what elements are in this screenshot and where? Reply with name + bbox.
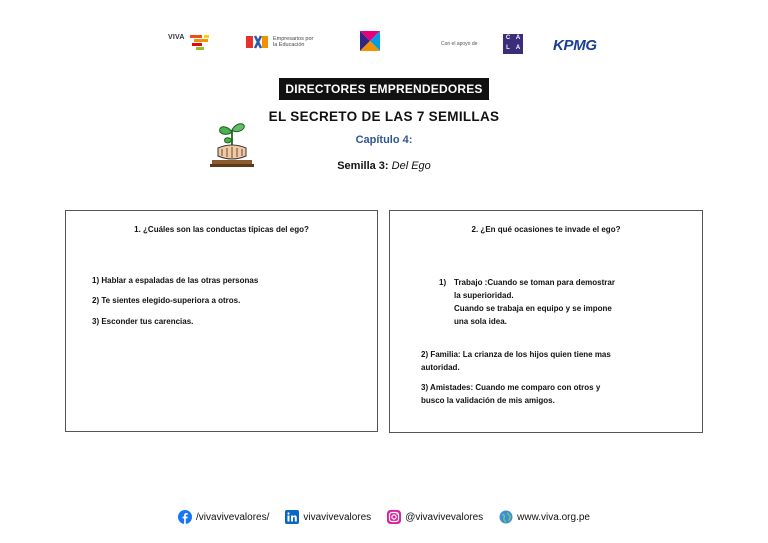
footer-instagram[interactable] [387, 510, 483, 524]
answer-line: Cuando se trabaja en equipo y se impone [454, 304, 612, 313]
globe-icon [499, 510, 513, 524]
empresarios-mark-icon [246, 34, 268, 50]
chapter-label: Capítulo 4: [355, 134, 413, 146]
cala-letter: A [515, 35, 521, 41]
footer-facebook[interactable] [178, 510, 269, 524]
answer-1-3: 3) Esconder tus carencias. [92, 317, 194, 326]
answer-line: busco la validación de mis amigos. [421, 396, 555, 405]
footer-web[interactable] [499, 510, 590, 524]
answer-line: una sola idea. [454, 317, 507, 326]
answer-line: 3) Amistades: Cuando me comparo con otros y [421, 383, 601, 392]
answer-line: Trabajo :Cuando se toman para demostrar [454, 278, 615, 287]
answer-line: autoridad. [421, 363, 460, 372]
empresarios-logo [246, 32, 313, 52]
question-2: 2. ¿En qué ocasiones te invade el ego? [471, 225, 621, 234]
footer-linkedin[interactable] [285, 510, 371, 524]
seed-value: Del Ego [391, 160, 431, 172]
instagram-handle: @vivavivevalores [405, 511, 484, 523]
answer-line: 2) Familia: La crianza de los hijos quien tiene mas [421, 350, 611, 359]
answer-1-2: 2) Te sientes elegido-superiora a otros. [92, 296, 241, 305]
viva-logo-text: VIVA [168, 34, 185, 41]
answer-2-3 [421, 381, 600, 407]
facebook-icon [178, 510, 192, 524]
kpmg-logo: KPMG [553, 37, 597, 54]
question-box-2 [389, 210, 703, 433]
empresarios-line1: Empresarios por [273, 36, 314, 42]
question-box-1 [65, 210, 378, 432]
linkedin-handle: vivavivevalores [303, 511, 372, 523]
facebook-handle: /vivavivevalores/ [196, 511, 270, 523]
answer-2-1-number: 1) [439, 278, 447, 287]
viva-logo-bars-icon [190, 33, 212, 53]
answer-2-2 [421, 348, 611, 374]
linkedin-icon [285, 510, 299, 524]
document-title: EL SECRETO DE LAS 7 SEMILLAS [268, 109, 500, 124]
seed-line [0, 160, 768, 172]
program-banner: DIRECTORES EMPRENDEDORES [279, 78, 489, 100]
support-text: Con el apoyo de [441, 41, 478, 47]
cala-letter: A [515, 45, 521, 51]
instagram-icon [387, 510, 401, 524]
empresarios-line2: la Educación [273, 42, 305, 48]
geometric-mark-icon [358, 29, 382, 53]
viva-logo [168, 32, 214, 54]
cala-letter: L [506, 45, 510, 51]
answer-line: la superioridad. [454, 291, 514, 300]
cala-logo [503, 34, 523, 54]
geometric-logo [358, 29, 398, 55]
answer-1-1: 1) Hablar a espaladas de las otras personas [92, 276, 259, 285]
answer-2-1 [454, 276, 615, 328]
social-footer [0, 510, 768, 524]
seed-label: Semilla 3: [337, 160, 389, 172]
question-1: 1. ¿Cuáles son las conductas típicas del ego? [134, 225, 309, 234]
empresarios-logo-text [273, 36, 313, 48]
cala-letter: C [505, 35, 511, 41]
website-url: www.viva.org.pe [517, 511, 590, 523]
